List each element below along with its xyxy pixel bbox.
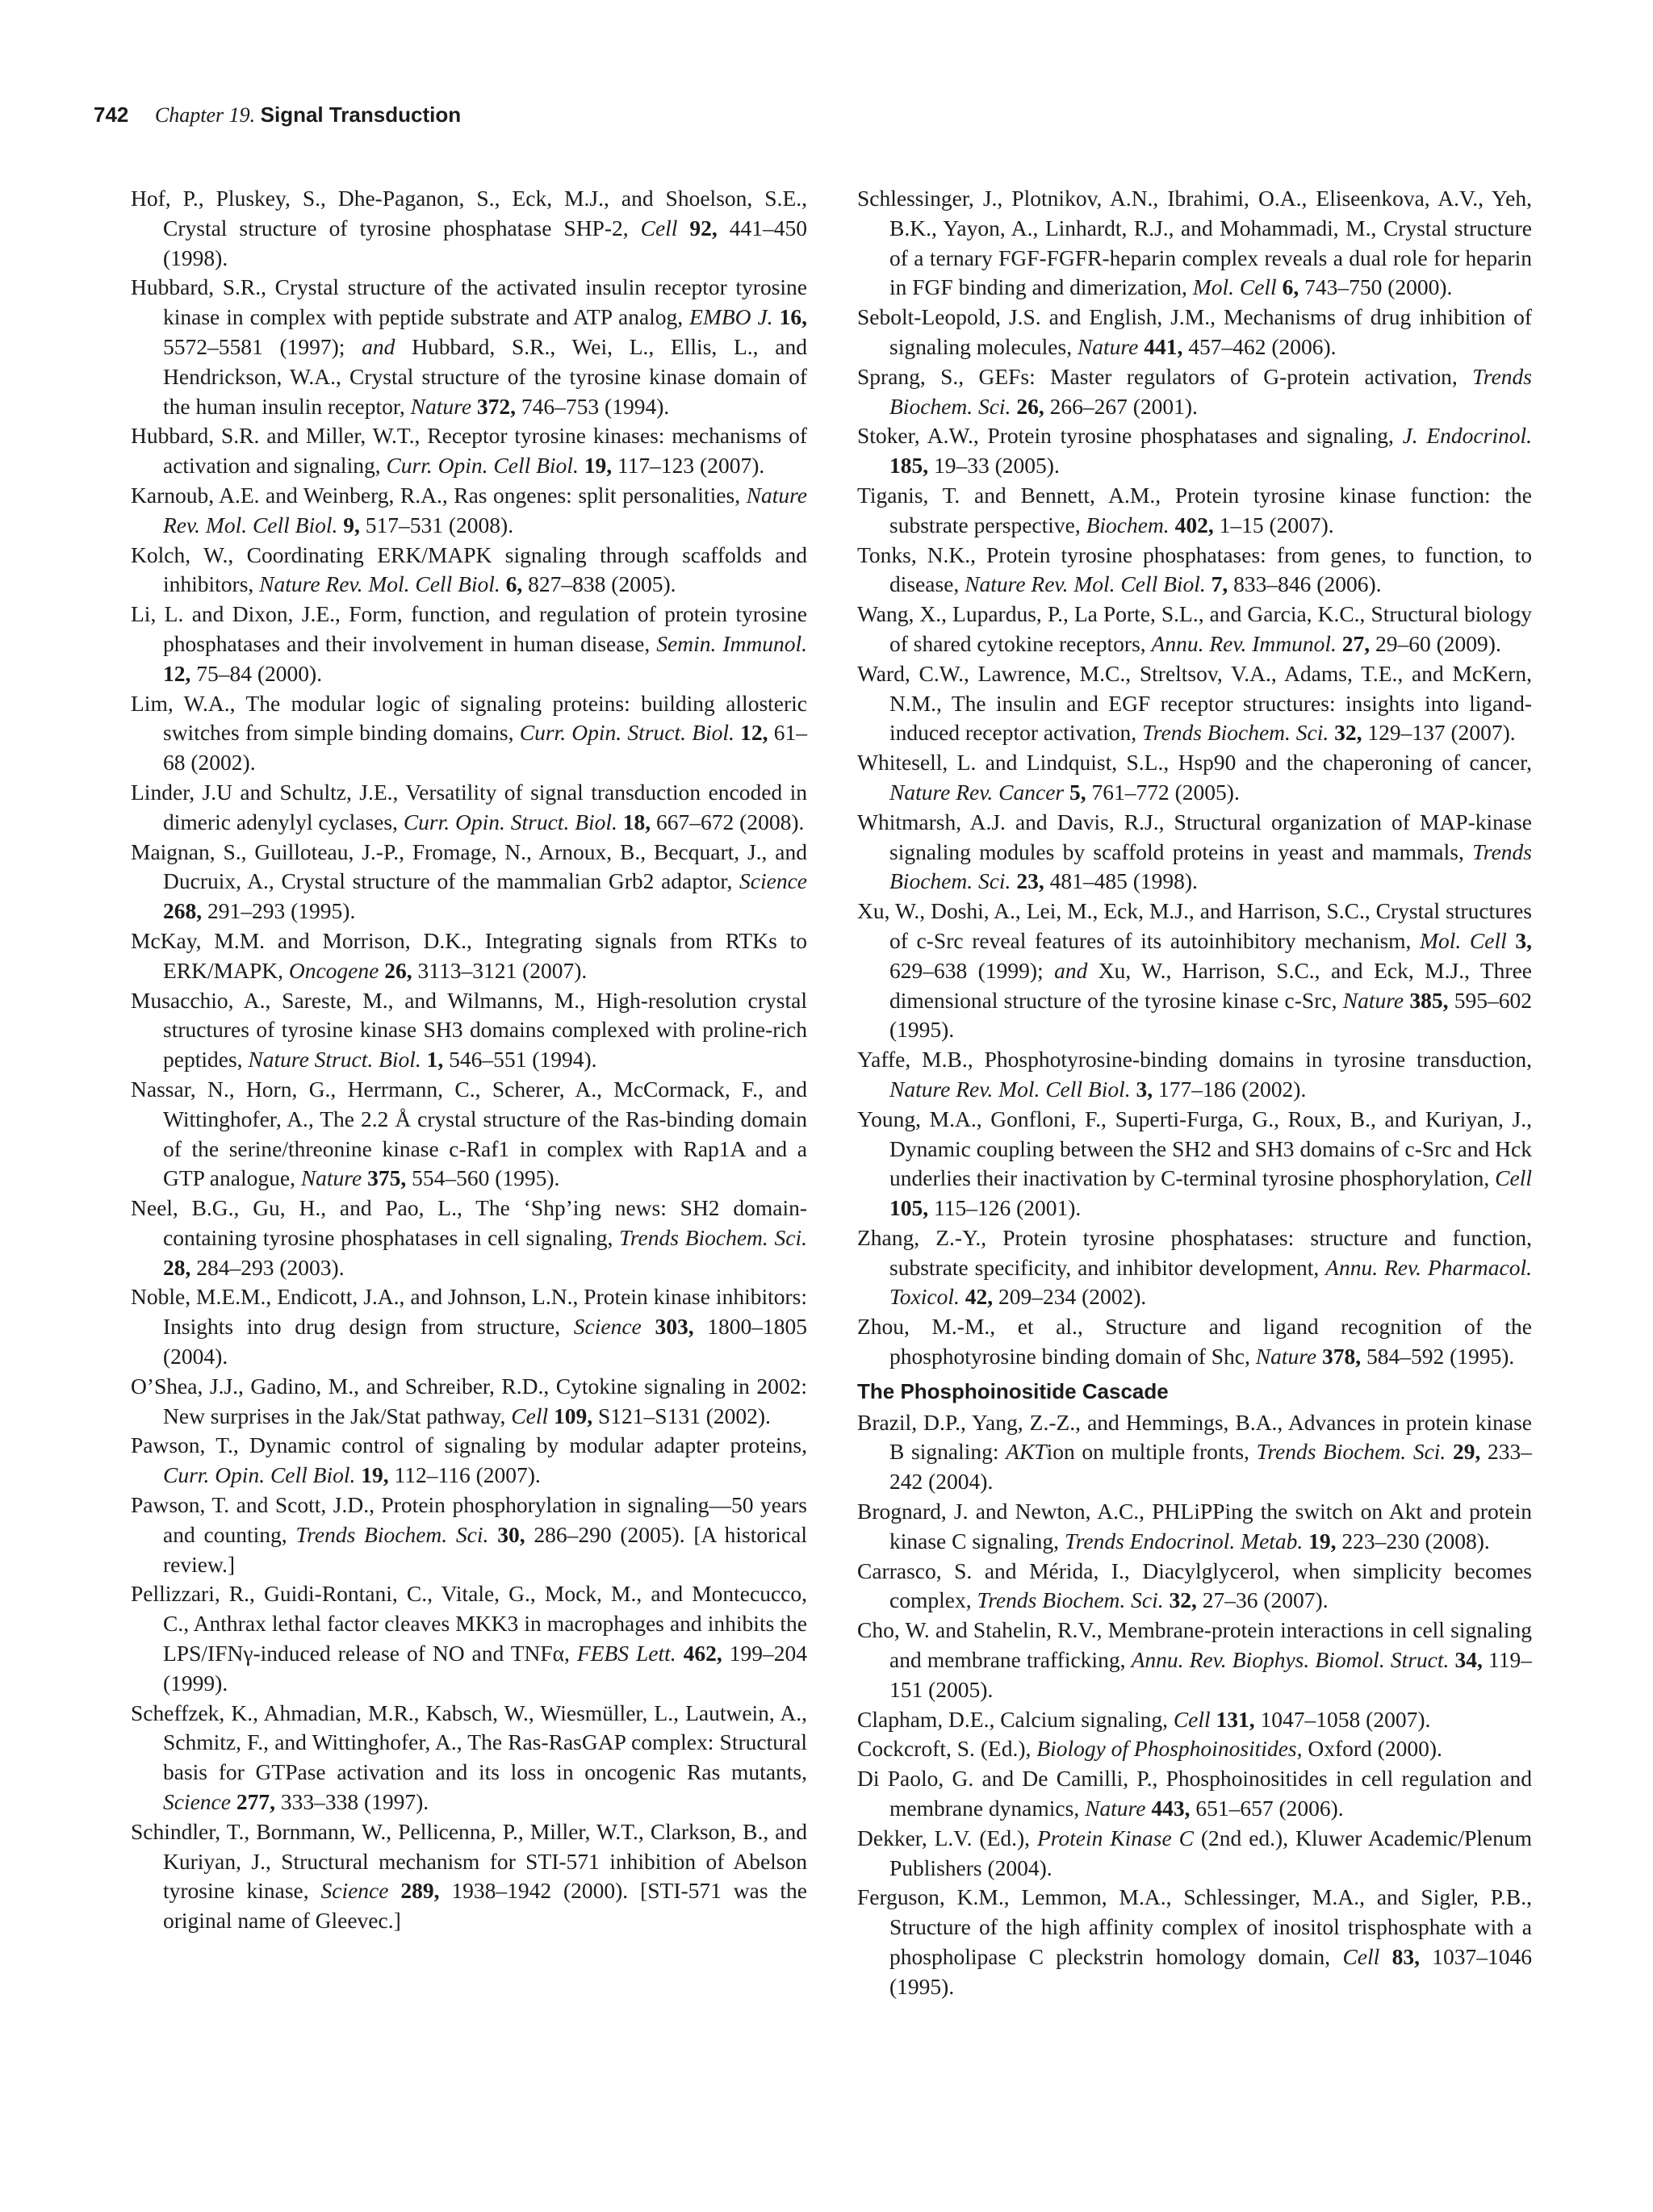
- reference-volume: 385,: [1409, 987, 1449, 1013]
- reference-italic: FEBS Lett.: [576, 1641, 676, 1666]
- reference-volume: 32,: [1169, 1587, 1197, 1613]
- reference-text: Young, M.A., Gonfloni, F., Superti-Furga, G., Roux, B., and Kuriyan, J., Dynamic coupling between the SH2 and SH3 domains of c-Src and Hck underlies their inactivation by C-terminal tyrosine phosphorylation,: [857, 1106, 1532, 1191]
- reference-text: 5572–5581 (1997);: [163, 333, 362, 359]
- reference-entry: [857, 1764, 1532, 1824]
- reference-volume: 12,: [163, 660, 191, 686]
- reference-text: [548, 1403, 554, 1428]
- reference-text: Cockcroft, S. (Ed.),: [857, 1736, 1037, 1762]
- reference-volume: 372,: [476, 393, 517, 419]
- reference-text: O’Shea, J.J., Gadino, M., and Schreiber, R.D., Cytokine signaling in 2002: New surprises in the Jak/Stat pathway,: [131, 1373, 807, 1428]
- reference-text: Stoker, A.W., Protein tyrosine phosphatases and signaling,: [857, 423, 1403, 449]
- reference-italic: Nature: [1255, 1344, 1317, 1369]
- reference-italic: Cell: [1342, 1944, 1380, 1970]
- reference-entry: [857, 184, 1532, 303]
- reference-italic: Biology of Phosphoinositides,: [1036, 1736, 1303, 1762]
- reference-entry: [857, 1734, 1532, 1764]
- reference-italic: Nature: [1342, 987, 1404, 1013]
- reference-entry: [857, 1883, 1532, 2001]
- right-column-references: [857, 184, 1532, 1372]
- reference-text: 1800–1805 (2004).: [163, 1314, 808, 1369]
- reference-italic: Trends Biochem. Sci.: [1142, 720, 1329, 746]
- reference-entry: [857, 1557, 1532, 1616]
- reference-text: 286–290 (2005). [A historical review.]: [163, 1521, 808, 1577]
- reference-volume: 42,: [965, 1284, 994, 1310]
- reference-text: 117–123 (2007).: [612, 453, 765, 479]
- reference-text: Schlessinger, J., Plotnikov, A.N., Ibrahimi, O.A., Eliseenkova, A.V., Yeh, B.K., Yayon, A., Linhardt, R.J., and Mohammadi, M., Crystal structure of a ternary FGF-FGFR-heparin complex reveals a dual role for heparin in FGF binding and dimerization,: [857, 186, 1532, 300]
- reference-volume: 378,: [1321, 1344, 1362, 1369]
- reference-italic: Curr. Opin. Struct. Biol.: [403, 809, 617, 834]
- reference-volume: 7,: [1211, 571, 1228, 597]
- reference-text: Xu, W., Harrison, S.C., and Eck, M.J., Three dimensional structure of the tyrosine kinase c-Src,: [889, 957, 1532, 1013]
- reference-text: 629–638 (1999);: [889, 957, 1055, 983]
- reference-entry: [131, 1431, 807, 1491]
- reference-volume: 12,: [740, 720, 768, 746]
- reference-volume: 441,: [1144, 333, 1183, 359]
- reference-entry: [857, 481, 1532, 541]
- reference-entry: [131, 838, 807, 926]
- reference-italic: Nature Rev. Mol. Cell Biol.: [259, 571, 500, 597]
- reference-volume: 462,: [683, 1641, 722, 1666]
- reference-entry: [131, 1372, 807, 1432]
- reference-text: [642, 1314, 655, 1339]
- reference-volume: 185,: [889, 453, 929, 479]
- reference-volume: 1,: [426, 1047, 444, 1073]
- reference-text: 746–753 (1994).: [516, 393, 670, 419]
- reference-text: Zhang, Z.-Y., Protein tyrosine phosphatases: structure and function, substrate specificity, and inhibitor development,: [857, 1224, 1532, 1280]
- reference-text: [1206, 571, 1212, 596]
- reference-text: Karnoub, A.E. and Weinberg, R.A., Ras ongenes: split personalities,: [131, 482, 747, 508]
- reference-entry: [131, 1817, 807, 1936]
- reference-italic: Annu. Rev. Immunol.: [1151, 630, 1337, 656]
- reference-entry: [857, 1497, 1532, 1557]
- reference-text: Pawson, T. and Scott, J.D., Protein phosphorylation in signaling—50 years and counting,: [131, 1492, 807, 1547]
- reference-text: [231, 1789, 236, 1814]
- reference-text: Noble, M.E.M., Endicott, J.A., and Johnson, L.N., Protein kinase inhibitors: Insights into drug design from structure,: [131, 1284, 807, 1340]
- reference-entry: [857, 303, 1532, 362]
- reference-volume: 16,: [779, 304, 807, 330]
- reference-entry: [131, 986, 807, 1075]
- reference-volume: 18,: [622, 809, 651, 834]
- reference-text: 1938–1942 (2000). [STI-571 was the original name of Gleevec.]: [163, 1878, 808, 1934]
- reference-italic: AKT: [1006, 1439, 1047, 1465]
- reference-text: [579, 453, 584, 478]
- reference-entry: [857, 1705, 1532, 1735]
- reference-text: Sebolt-Leopold, J.S. and English, J.M., Mechanisms of drug inhibition of signaling molecules,: [857, 304, 1532, 359]
- reference-text: 584–592 (1995).: [1361, 1344, 1515, 1369]
- reference-entry: [857, 1824, 1532, 1884]
- chapter-label: Chapter 19.: [154, 103, 256, 127]
- reference-text: (2nd ed.), Kluwer Academic/Plenum Publishers (2004).: [889, 1825, 1532, 1880]
- reference-text: 29–60 (2009).: [1370, 630, 1501, 656]
- reference-italic: Science: [573, 1314, 642, 1340]
- reference-volume: 109,: [553, 1403, 593, 1428]
- reference-text: 129–137 (2007).: [1362, 720, 1516, 746]
- reference-text: 441–450 (1998).: [163, 215, 808, 270]
- reference-text: [773, 304, 780, 329]
- reference-text: 284–293 (2003).: [190, 1254, 345, 1280]
- reference-text: 651–657 (2006).: [1190, 1796, 1344, 1821]
- reference-text: [960, 1284, 965, 1309]
- reference-volume: 402,: [1174, 512, 1214, 537]
- reference-text: Oxford (2000).: [1302, 1736, 1442, 1762]
- phosphoinositide-references: [857, 1408, 1532, 2002]
- reference-italic: Nature Rev. Cancer: [889, 779, 1065, 805]
- reference-text: [617, 809, 623, 834]
- reference-italic: and: [362, 333, 395, 359]
- reference-text: 481–485 (1998).: [1044, 868, 1198, 894]
- reference-italic: Science: [739, 868, 807, 894]
- reference-text: ion on multiple fronts,: [1046, 1439, 1257, 1465]
- left-column: [131, 184, 807, 1936]
- reference-entry: [131, 1075, 807, 1194]
- reference-italic: Curr. Opin. Cell Biol.: [386, 453, 579, 479]
- reference-volume: 289,: [400, 1878, 440, 1904]
- reference-italic: EMBO J.: [689, 304, 773, 330]
- reference-text: Zhou, M.-M., et al., Structure and ligand recognition of the phosphotyrosine binding domain of Shc,: [857, 1314, 1532, 1369]
- reference-italic: Nature: [410, 393, 472, 419]
- reference-volume: 23,: [1016, 868, 1044, 894]
- reference-text: 333–338 (1997).: [274, 1789, 429, 1815]
- reference-entry: [131, 273, 807, 421]
- reference-entry: [857, 1408, 1532, 1497]
- reference-text: [1316, 1344, 1322, 1369]
- reference-italic: Annu. Rev. Pharmacol. Toxicol.: [889, 1254, 1532, 1310]
- reference-entry: [857, 421, 1532, 481]
- reference-text: 827–838 (2005).: [522, 571, 676, 597]
- reference-entry: [131, 1699, 807, 1817]
- reference-italic: Curr. Opin. Struct. Biol.: [519, 720, 734, 746]
- reference-text: 112–116 (2007).: [388, 1462, 541, 1488]
- reference-volume: 19,: [1308, 1528, 1337, 1553]
- reference-text: [488, 1522, 497, 1547]
- reference-text: Schindler, T., Bornmann, W., Pellicenna, P., Miller, W.T., Clarkson, B., and Kuriyan, J., Structural mechanism for STI-571 inhibition of Abelson tyrosine kinase,: [131, 1818, 807, 1904]
- reference-entry: [131, 600, 807, 688]
- reference-text: 177–186 (2002).: [1153, 1076, 1307, 1102]
- reference-text: 743–750 (2000).: [1299, 274, 1453, 300]
- reference-text: [1064, 780, 1069, 805]
- reference-volume: 9,: [343, 512, 360, 537]
- reference-text: Di Paolo, G. and De Camilli, P., Phosphoinositides in cell regulation and membrane dynamics,: [857, 1766, 1532, 1821]
- reference-text: Musacchio, A., Sareste, M., and Wilmanns, M., High-resolution crystal structures of tyrosine kinase SH3 domains complexed with proline-rich peptides,: [131, 987, 807, 1073]
- reference-italic: Trends Biochem. Sci.: [619, 1224, 807, 1250]
- reference-text: 595–602 (1995).: [889, 987, 1533, 1043]
- reference-volume: 375,: [367, 1165, 407, 1191]
- reference-volume: 29,: [1452, 1439, 1481, 1465]
- running-title: Signal Transduction: [260, 102, 462, 127]
- reference-text: Whitesell, L. and Lindquist, S.L., Hsp90 and the chaperoning of cancer,: [857, 750, 1532, 776]
- reference-text: Tonks, N.K., Protein tyrosine phosphatases: from genes, to function, to disease,: [857, 542, 1532, 597]
- reference-text: Li, L. and Dixon, J.E., Form, function, and regulation of protein tyrosine phosphatases and their involvement in human disease,: [131, 601, 807, 656]
- reference-italic: Nature: [1077, 333, 1139, 359]
- reference-italic: and: [1054, 957, 1088, 983]
- reference-text: 75–84 (2000).: [190, 660, 323, 686]
- reference-text: Hof, P., Pluskey, S., Dhe-Paganon, S., Eck, M.J., and Shoelson, S.E., Crystal structure of tyrosine phosphatase SHP-2,: [131, 186, 807, 240]
- reference-italic: Cell: [640, 215, 678, 240]
- reference-text: Clapham, D.E., Calcium signaling,: [857, 1706, 1174, 1732]
- reference-entry: [857, 1045, 1532, 1105]
- reference-text: 554–560 (1995).: [406, 1165, 560, 1191]
- reference-text: [1337, 631, 1342, 656]
- reference-text: 291–293 (1995).: [202, 898, 356, 924]
- reference-volume: 32,: [1334, 720, 1362, 746]
- reference-text: Ferguson, K.M., Lemmon, M.A., Schlessinger, M.A., and Sigler, P.B., Structure of the high affinity complex of inositol trisphosphate with a phospholipase C pleckstrin homology domain,: [857, 1884, 1532, 1970]
- reference-text: Wang, X., Lupardus, P., La Porte, S.L., and Garcia, K.C., Structural biology of shared cytokine receptors,: [857, 601, 1532, 656]
- reference-italic: Trends Biochem. Sci.: [295, 1521, 489, 1547]
- reference-entry: [131, 926, 807, 986]
- reference-entry: [857, 808, 1532, 897]
- reference-text: Pawson, T., Dynamic control of signaling by modular adapter proteins,: [131, 1432, 807, 1458]
- reference-text: Maignan, S., Guilloteau, J.-P., Fromage, N., Arnoux, B., Becquart, J., and Ducruix, A., Crystal structure of the mammalian Grb2 adaptor,: [131, 838, 807, 894]
- reference-text: [471, 394, 477, 419]
- running-header: [94, 102, 461, 128]
- reference-italic: Trends Biochem. Sci.: [889, 363, 1532, 419]
- reference-volume: 26,: [1016, 393, 1044, 419]
- reference-text: Ward, C.W., Lawrence, M.C., Streltsov, V.A., Adams, T.E., and McKern, N.M., The insulin and EGF receptor structures: insights into ligand-induced receptor activation,: [857, 660, 1532, 746]
- reference-text: Hubbard, S.R., Crystal structure of the activated insulin receptor tyrosine kinase in complex with peptide substrate and ATP analog,: [131, 274, 807, 330]
- reference-italic: Science: [163, 1789, 231, 1815]
- reference-text: [388, 1878, 400, 1903]
- reference-volume: 92,: [689, 215, 718, 240]
- reference-text: [421, 1047, 427, 1072]
- reference-text: [1379, 1944, 1391, 1969]
- reference-volume: 3,: [1515, 927, 1532, 953]
- reference-text: Dekker, L.V. (Ed.),: [857, 1825, 1037, 1850]
- reference-volume: 19,: [361, 1462, 389, 1488]
- reference-italic: Nature Rev. Mol. Cell Biol.: [163, 482, 807, 537]
- reference-text: 517–531 (2008).: [359, 512, 514, 537]
- reference-text: 27–36 (2007).: [1196, 1587, 1329, 1613]
- reference-entry: [131, 481, 807, 541]
- reference-volume: 105,: [889, 1195, 929, 1221]
- reference-entry: [857, 897, 1532, 1045]
- reference-entry: [131, 1491, 807, 1579]
- reference-italic: Cell: [1495, 1165, 1532, 1191]
- reference-text: Carrasco, S. and Mérida, I., Diacylglycerol, when simplicity becomes complex,: [857, 1558, 1532, 1613]
- reference-entry: [857, 1616, 1532, 1704]
- reference-italic: Nature Struct. Biol.: [248, 1047, 421, 1073]
- reference-entry: [131, 184, 807, 273]
- reference-volume: 83,: [1391, 1944, 1420, 1970]
- reference-text: Whitmarsh, A.J. and Davis, R.J., Structural organization of MAP-kinase signaling modules by scaffold proteins in yeast and mammals,: [857, 809, 1532, 864]
- reference-italic: Cell: [511, 1403, 549, 1428]
- reference-text: [1446, 1439, 1453, 1464]
- reference-entry: [857, 1105, 1532, 1223]
- reference-volume: 34,: [1454, 1647, 1483, 1673]
- reference-italic: Trends Biochem. Sci.: [977, 1587, 1164, 1613]
- reference-text: Kolch, W., Coordinating ERK/MAPK signaling through scaffolds and inhibitors,: [131, 542, 807, 597]
- reference-entry: [131, 541, 807, 600]
- reference-volume: 268,: [163, 898, 203, 924]
- reference-italic: Semin. Immunol.: [656, 630, 807, 656]
- reference-text: Tiganis, T. and Bennett, A.M., Protein tyrosine kinase function: the substrate perspective,: [857, 482, 1532, 537]
- reference-volume: 5,: [1069, 779, 1086, 805]
- reference-text: Xu, W., Doshi, A., Lei, M., Eck, M.J., and Harrison, S.C., Crystal structures of c-Src reveal features of its autoinhibitory mechanism,: [857, 898, 1532, 953]
- reference-volume: 6,: [1282, 274, 1299, 300]
- reference-text: Brognard, J. and Newton, A.C., PHLiPPing the switch on Akt and protein kinase C signaling,: [857, 1499, 1532, 1553]
- reference-text: Nassar, N., Horn, G., Herrmann, C., Scherer, A., McCormack, F., and Wittinghofer, A., The 2.2 Å crystal structure of the Ras-binding domain of the serine/threonine kinase c-Raf1 in complex with Rap1A and a GTP analogue,: [131, 1076, 807, 1191]
- section-heading: The Phosphoinositide Cascade: [857, 1378, 1169, 1403]
- reference-italic: Curr. Opin. Cell Biol.: [163, 1462, 356, 1488]
- reference-volume: 277,: [236, 1789, 275, 1815]
- reference-entry: [857, 1312, 1532, 1372]
- reference-text: 266–267 (2001).: [1044, 393, 1198, 419]
- reference-entry: [857, 600, 1532, 659]
- reference-entry: [131, 1194, 807, 1282]
- reference-italic: Mol. Cell: [1192, 274, 1277, 300]
- reference-italic: Nature: [300, 1165, 362, 1191]
- reference-volume: 3,: [1136, 1076, 1153, 1102]
- reference-volume: 6,: [505, 571, 523, 597]
- reference-italic: Nature Rev. Mol. Cell Biol.: [889, 1076, 1131, 1102]
- reference-entry: [857, 659, 1532, 748]
- reference-italic: Mol. Cell: [1420, 927, 1507, 953]
- reference-text: Cho, W. and Stahelin, R.V., Membrane-protein interactions in cell signaling and membrane trafficking,: [857, 1617, 1532, 1673]
- reference-volume: 303,: [655, 1314, 694, 1340]
- reference-volume: 443,: [1151, 1796, 1191, 1821]
- reference-text: [1131, 1077, 1136, 1102]
- reference-volume: 19,: [584, 453, 613, 479]
- reference-entry: [131, 421, 807, 481]
- reference-text: [1507, 928, 1516, 953]
- reference-text: 233–242 (2004).: [889, 1439, 1533, 1495]
- reference-text: [1211, 1707, 1216, 1732]
- reference-text: 667–672 (2008).: [651, 809, 805, 834]
- reference-text: Hubbard, S.R., Wei, L., Ellis, L., and Hendrickson, W.A., Crystal structure of the tyrosine kinase domain of the human insulin receptor,: [163, 333, 807, 419]
- reference-italic: Protein Kinase C: [1036, 1825, 1194, 1850]
- reference-text: Hubbard, S.R. and Miller, W.T., Receptor tyrosine kinases: mechanisms of activation and signaling,: [131, 423, 807, 479]
- reference-italic: Nature Rev. Mol. Cell Biol.: [965, 571, 1206, 597]
- reference-text: Sprang, S., GEFs: Master regulators of G-protein activation,: [857, 363, 1473, 389]
- reference-text: 19–33 (2005).: [928, 453, 1060, 479]
- reference-entry: [857, 541, 1532, 600]
- reference-italic: Biochem.: [1086, 512, 1170, 537]
- reference-text: 546–551 (1994).: [443, 1047, 597, 1073]
- reference-text: Pellizzari, R., Guidi-Rontani, C., Vitale, G., Mock, M., and Montecucco, C., Anthrax lethal factor cleaves MKK3 in macrophages and inhibits the LPS/IFNγ-induced release of NO and TNFα,: [131, 1581, 807, 1666]
- page-number: 742: [94, 102, 129, 127]
- reference-entry: [131, 1579, 807, 1698]
- reference-text: Neel, B.G., Gu, H., and Pao, L., The ‘Shp’ing news: SH2 domain-containing tyrosine phosphatases in cell signaling,: [131, 1195, 807, 1250]
- reference-text: [677, 215, 689, 240]
- reference-italic: Trends Biochem. Sci.: [1256, 1439, 1446, 1465]
- reference-entry: [131, 1282, 807, 1371]
- reference-text: Yaffe, M.B., Phosphotyrosine-binding domains in tyrosine transduction,: [857, 1047, 1532, 1073]
- reference-italic: Annu. Rev. Biophys. Biomol. Struct.: [1131, 1647, 1450, 1673]
- reference-entry: [857, 748, 1532, 808]
- reference-text: Scheffzek, K., Ahmadian, M.R., Kabsch, W., Wiesmüller, L., Lautwein, A., Schmitz, F., and Wittinghofer, A., The Ras-RasGAP complex: Structural basis for GTPase activation and its loss in oncogenic Ras mutants,: [131, 1700, 807, 1785]
- reference-entry: [131, 689, 807, 778]
- reference-text: 1–15 (2007).: [1213, 512, 1334, 537]
- reference-text: 115–126 (2001).: [928, 1195, 1082, 1221]
- reference-text: 1047–1058 (2007).: [1254, 1706, 1431, 1732]
- reference-italic: Cell: [1173, 1706, 1211, 1732]
- reference-italic: Oncogene: [288, 957, 379, 983]
- reference-volume: 28,: [163, 1254, 191, 1280]
- reference-text: McKay, M.M. and Morrison, D.K., Integrating signals from RTKs to ERK/MAPK,: [131, 927, 807, 983]
- reference-text: 119–151 (2005).: [889, 1647, 1532, 1702]
- reference-italic: Trends Biochem. Sci.: [889, 838, 1532, 894]
- reference-italic: Nature: [1085, 1796, 1146, 1821]
- reference-volume: 30,: [497, 1521, 525, 1547]
- reference-text: Lim, W.A., The modular logic of signaling proteins: building allosteric switches from simple binding domains,: [131, 690, 807, 746]
- reference-text: Linder, J.U and Schultz, J.E., Versatility of signal transduction encoded in dimeric adenylyl cyclases,: [131, 779, 807, 834]
- reference-italic: J. Endocrinol.: [1402, 423, 1532, 449]
- reference-text: 209–234 (2002).: [993, 1284, 1147, 1310]
- reference-volume: 26,: [384, 957, 412, 983]
- reference-volume: 131,: [1216, 1706, 1255, 1732]
- right-column: [857, 184, 1532, 2002]
- reference-entry: [857, 362, 1532, 422]
- reference-text: 1037–1046 (1995).: [889, 1944, 1533, 1999]
- reference-text: S121–S131 (2002).: [592, 1403, 771, 1428]
- reference-entry: [131, 778, 807, 838]
- reference-text: 833–846 (2006).: [1228, 571, 1382, 597]
- reference-italic: Trends Endocrinol. Metab.: [1064, 1528, 1304, 1553]
- reference-text: 761–772 (2005).: [1086, 779, 1240, 805]
- reference-text: [1449, 1647, 1454, 1672]
- reference-text: Brazil, D.P., Yang, Z.-Z., and Hemmings, B.A., Advances in protein kinase B signaling:: [857, 1409, 1532, 1465]
- reference-text: 61–68 (2002).: [163, 720, 808, 776]
- reference-volume: 27,: [1341, 630, 1371, 656]
- reference-italic: Science: [320, 1878, 389, 1904]
- reference-text: 199–204 (1999).: [163, 1641, 807, 1696]
- reference-text: [1170, 512, 1175, 537]
- reference-text: 457–462 (2006).: [1182, 333, 1337, 359]
- reference-text: [676, 1641, 684, 1666]
- reference-text: 223–230 (2008).: [1336, 1528, 1490, 1553]
- reference-text: 3113–3121 (2007).: [412, 957, 588, 983]
- reference-entry: [857, 1223, 1532, 1312]
- reference-text: [500, 571, 506, 596]
- reference-text: [1164, 1587, 1170, 1612]
- reference-text: [1277, 274, 1283, 299]
